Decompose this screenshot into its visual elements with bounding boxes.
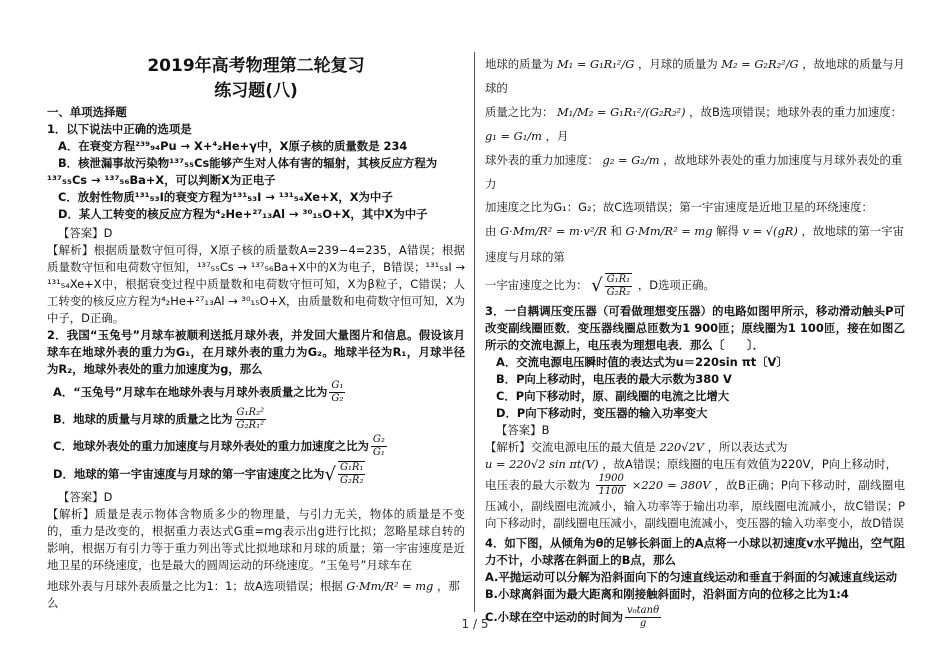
velocity-ratio-sqrt <box>591 271 634 301</box>
page-number: 1 / 5 <box>461 617 489 631</box>
doc-title-line2: 练习题(八) <box>214 81 298 101</box>
fraction-numerator: G₁R₁ <box>606 273 631 285</box>
q3-calc-result: ×220 = 380V <box>631 477 711 492</box>
q3-analysis-e: ，故B正确；P向下移动时，副线圈电压减小，副线圈电流减小，输入功率等于输出功率，原线圈电流减小，故C错误；P向下移动时，副线圈电压减小，副线圈电流减小，变压器的输入功率变小，故D错误 <box>485 477 905 530</box>
q3-voltage-expression: u = 220√2 sin πt(V) <box>485 456 599 471</box>
q3-analysis-a: 【解析】交流电源电压的最大值是 <box>485 439 656 454</box>
q3-analysis-b: ，所以表达式为 <box>707 439 788 454</box>
r-line6 <box>485 270 905 301</box>
q2-option-a-fraction <box>329 380 345 405</box>
fraction-numerator: 1900 <box>598 472 624 484</box>
orbit-eq-1: G·Mm/R² = m·v²/R <box>500 224 607 238</box>
q1-option-a: A．在衰变方程²³⁹₉₄Pu → X+⁴₂He+γ中，X原子核的质量数是 234 <box>58 139 408 153</box>
earth-mass-formula: M₁ = G₁R₁²/G <box>556 57 635 71</box>
fraction-denominator: g <box>639 617 647 629</box>
mass-ratio-formula: M₁/M₂ = G₁R₁²/(G₂R₂²) <box>556 105 686 119</box>
q3-option-b: B．P向上移动时，电压表的最大示数为380 V <box>496 371 732 386</box>
r-line5-b: 和 <box>610 224 622 238</box>
q2-option-d-fraction <box>338 461 366 487</box>
q1-option-b-line2: ¹³⁷₅₅Cs → ¹³⁷₅₆Ba+X，可以判断X为正电子 <box>47 173 276 187</box>
g2-formula: g₂ = G₂/m <box>602 153 660 167</box>
sqrt-sign: √ <box>591 274 603 296</box>
r-line2 <box>485 100 905 148</box>
q2-analysis-tail-after: ，那么 <box>47 579 460 610</box>
q4-option-a: A.平抛运动可以分解为沿斜面向下的匀速直线运动和垂直于斜面的匀减速直线运动 <box>485 569 898 584</box>
q2-option-b-fraction <box>235 407 267 432</box>
q2-stem: 2．我国“玉兔号”月球车被顺利送抵月球外表，并发回大量图片和信息。假设该月球车在地球外表的重力为G₁，在月球外表的重力为G₂。地球半径为R₁，月球半径为R₂，地球外表处的重力加速度为g，那么 <box>47 328 465 376</box>
fraction-numerator: v₀tanθ <box>626 604 660 616</box>
column-divider <box>474 52 475 612</box>
q2-gravity-formula: G·Mm/R² = mg <box>346 579 434 593</box>
q3-max-voltage: 220√2V <box>659 439 704 454</box>
fraction-denominator: G₂ <box>331 393 344 404</box>
q2-option-d-text: D．地球的第一宇宙速度与月球的第一宇宙速度之比为 <box>53 466 325 481</box>
g1-formula: g₁ = G₁/m <box>485 129 542 143</box>
r-line5 <box>485 218 905 270</box>
left-column <box>47 52 465 612</box>
right-column <box>485 52 905 632</box>
q2-analysis-tail-line <box>47 578 465 612</box>
q2-option-d-sqrt <box>324 461 367 487</box>
fraction-denominator: 1100 <box>598 485 624 497</box>
r-line3-a: 球外表的重力加速度： <box>485 153 599 167</box>
r-line1-c: ，故地球的质量与月球的 <box>485 57 905 95</box>
r-line5-a: 由 <box>485 224 497 238</box>
fraction-numerator: G₂ <box>372 434 385 445</box>
q3-answer: 【答案】B <box>496 422 550 437</box>
q2-answer: 【答案】D <box>58 490 113 504</box>
q1-option-b-line1: B．核泄漏事故污染物¹³⁷₅₅Cs能够产生对人体有害的辐射，其核反应方程为 <box>58 156 438 170</box>
q3-analysis-line3 <box>485 473 905 532</box>
q2-option-d <box>47 461 465 487</box>
r-line5-c: 解得 <box>716 224 739 238</box>
r-line1 <box>485 52 905 100</box>
q3-option-c: C．P向下移动时，原、副线圈的电流之比增大 <box>496 388 730 403</box>
q1-answer: 【答案】D <box>58 226 113 240</box>
moon-mass-formula: M₂ = G₂R₂²/G <box>721 57 799 71</box>
q2-option-b <box>47 407 465 432</box>
sqrt-sign: √ <box>324 463 336 485</box>
r-line6-a: 一宇宙速度之比为： <box>485 278 588 292</box>
r-line1-a: 地球的质量为 <box>485 57 554 71</box>
orbit-velocity: v = √(gR) <box>742 224 798 238</box>
q1-option-d: D．某人工转变的核反应方程为⁴₂He+²⁷₁₃Al → ³⁰₁₅O+X，其中X为中子 <box>58 207 428 221</box>
fraction-numerator: G₁R₂² <box>236 407 265 418</box>
r-line6-b: ，D选项正确。 <box>637 278 715 292</box>
q4-stem: 4．如下图，从倾角为θ的足够长斜面上的A点将一小球以初速度v水平抛出，空气阻力不计，小球落在斜面上的B点，那么 <box>485 535 905 567</box>
r-line5-d: ，故地球的第一宇宙速度与月球的第 <box>485 224 904 264</box>
fraction-denominator: G₁ <box>372 447 385 458</box>
q3-turns-fraction <box>596 473 625 498</box>
q1-stem: 1．以下说法中正确的选项是 <box>47 122 192 136</box>
r-line1-b: ，月球的质量为 <box>637 57 718 71</box>
r-line2-c: ，月 <box>545 129 569 143</box>
doc-title-line1: 2019年高考物理第二轮复习 <box>147 56 365 76</box>
q1-option-c: C．放射性物质¹³¹₅₃I的衰变方程为¹³¹₅₃I → ¹³¹₅₄Xe+X，X为中子 <box>58 190 393 204</box>
q2-option-a-text: A．“玉兔号”月球车在地球外表与月球外表质量之比为 <box>53 385 328 399</box>
r-line3-b: ，故地球外表处的重力加速度与月球外表处的重力 <box>485 153 903 191</box>
q2-analysis: 【解析】质量是表示物体含物质多少的物理量，与引力无关，物体的质量是不变的，重力是改变的，根据重力表达式G重=mg表示出g进行比拟；忽略星球自转的影响，根据万有引力等于重力列出等式比拟地球和月球的质量；第一宇宙速度是近地卫星的环绕速度，也是最大的圆周运动的环绕速度。“玉兔号”月球车在 <box>47 507 465 572</box>
q3-analysis-c: ，故A错误；原线圈的电压有效值为220V，P向上移动时， <box>602 456 898 471</box>
velocity-ratio-fraction <box>605 273 633 299</box>
q2-option-c <box>47 434 465 459</box>
r-line2-a: 质量之比为： <box>485 105 554 119</box>
orbit-eq-2: G·Mm/R² = mg <box>625 224 713 238</box>
r-line2-b: ，故B选项错误；地球外表的重力加速度： <box>689 105 903 119</box>
r-line3 <box>485 148 905 196</box>
fraction-denominator: G₂R₁² <box>236 420 265 431</box>
q2-option-c-fraction <box>371 434 387 459</box>
q2-option-c-text: C．地球外表处的重力加速度与月球外表处的重力加速度之比为 <box>53 439 369 453</box>
q2-option-b-text: B．地球的质量与月球的质量之比为 <box>53 412 233 426</box>
q3-analysis-line1 <box>485 439 905 456</box>
q3-option-d: D．P向下移动时，变压器的输入功率变大 <box>496 405 708 420</box>
q2-analysis-tail: 地球外表与月球外表质量之比为1：1；故A选项错误；根据 <box>47 579 343 593</box>
q4-option-b: B.小球离斜面为最大距离和刚接触斜面时，沿斜面方向的位移之比为1:4 <box>485 586 849 601</box>
q3-stem: 3．一自耦调压变压器（可看做理想变压器）的电路如图甲所示，移动滑动触头P可改变副线圈匝数．变压器线圈总匝数为1 900匝；原线圈为1 100匝，接在如图乙所示的交流电源上，电压表为理想电表．那么〔 〕． <box>485 303 905 352</box>
q2-option-a <box>47 380 465 405</box>
q4-option-c-text: C.小球在空中运动的时间为 <box>485 609 623 624</box>
q1-analysis: 【解析】根据质量数守恒可得，X原子核的质量数A=239−4=235，A错误；根据质量数守恒和电荷数守恒知，¹³⁷₅₅Cs → ¹³⁷₅₆Ba+X中的X为电子，B错误；¹³¹₅₃I → ¹³¹₅₄Xe+X中，根据衰变过程中质量数和电荷数守恒可知，X为β粒子，C错误；人工转变的核反应方程为⁴₂He+²⁷₁₃Al → ³⁰₁₅O+X，由质量数和电荷数守恒可知，X为中子，D正确。 <box>47 243 465 325</box>
r-line4: 加速度之比为G₁：G₂；故C选项错误；第一宇宙速度是近地卫星的环绕速度： <box>485 200 873 214</box>
fraction-numerator: G₁R₁ <box>339 462 364 473</box>
q3-analysis-line2 <box>485 456 905 473</box>
fraction-denominator: G₂R₂ <box>606 286 631 298</box>
fraction-denominator: G₂R₂ <box>339 475 364 486</box>
section-heading: 一、单项选择题 <box>47 105 127 119</box>
q3-analysis-d: 电压表的最大示数为 <box>485 477 591 492</box>
q3-option-a: A．交流电源电压瞬时值的表达式为u＝220sin πt〔V〕 <box>496 354 788 369</box>
fraction-numerator: G₁ <box>331 380 344 391</box>
